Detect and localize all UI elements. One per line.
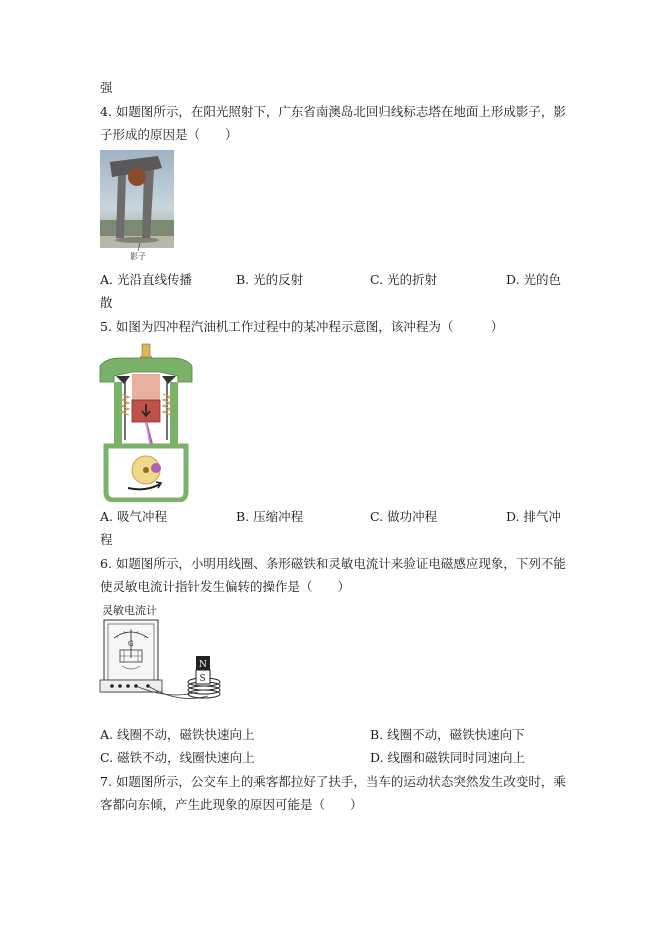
q5-option-a[interactable]: A. 吸气冲程 — [100, 509, 167, 524]
q4-figure-monument-shadow — [100, 150, 174, 262]
q5-option-d[interactable]: D. 排气冲 — [506, 509, 562, 524]
q6-magnet-south: S — [199, 674, 206, 684]
q4-option-d[interactable]: D. 光的色 — [506, 272, 562, 287]
q4-option-c[interactable]: C. 光的折射 — [370, 272, 438, 287]
q6-figure-label: 灵敏电流计 — [102, 604, 157, 617]
q4-stem-line1: 4. 如题图所示，在阳光照射下，广东省南澳岛北回归线标志塔在地面上形成影子，影 — [100, 104, 566, 119]
q4-stem-line2: 子形成的原因是（ ） — [100, 127, 238, 142]
q5-figure-engine-stroke — [98, 342, 194, 502]
q6-option-b[interactable]: B. 线圈不动，磁铁快速向下 — [370, 727, 525, 742]
q6-figure-galvanometer — [98, 600, 230, 708]
q7-stem-line2: 客都向东倾，产生此现象的原因可能是（ ） — [100, 797, 363, 812]
q5-stem-line1: 5. 如图为四冲程汽油机工作过程中的某冲程示意图，该冲程为（ ） — [100, 319, 504, 334]
q4-figure-caption: 影子 — [130, 252, 146, 261]
q4-option-d-wrap: 散 — [100, 295, 113, 310]
q7-stem-line1: 7. 如题图所示，公交车上的乘客都拉好了扶手，当车的运动状态突然发生改变时，乘 — [100, 774, 566, 789]
q5-option-c[interactable]: C. 做功冲程 — [370, 509, 438, 524]
q6-galvanometer-letter: G — [128, 640, 134, 648]
q5-option-d-wrap: 程 — [100, 532, 113, 547]
q6-option-c[interactable]: C. 磁铁不动，线圈快速向上 — [100, 750, 255, 765]
q6-option-d[interactable]: D. 线圈和磁铁同时同速向上 — [370, 750, 526, 765]
q6-stem-line1: 6. 如题图所示，小明用线圈、条形磁铁和灵敏电流计来验证电磁感应现象，下列不能 — [100, 556, 566, 571]
q6-stem-line2: 使灵敏电流计指针发生偏转的操作是（ ） — [100, 579, 351, 594]
q6-option-a[interactable]: A. 线圈不动，磁铁快速向上 — [100, 727, 255, 742]
q4-option-a[interactable]: A. 光沿直线传播 — [100, 272, 192, 287]
q6-magnet-north: N — [199, 660, 207, 670]
q4-option-b[interactable]: B. 光的反射 — [236, 272, 304, 287]
previous-question-tail: 强 — [100, 80, 113, 95]
q5-option-b[interactable]: B. 压缩冲程 — [236, 509, 304, 524]
